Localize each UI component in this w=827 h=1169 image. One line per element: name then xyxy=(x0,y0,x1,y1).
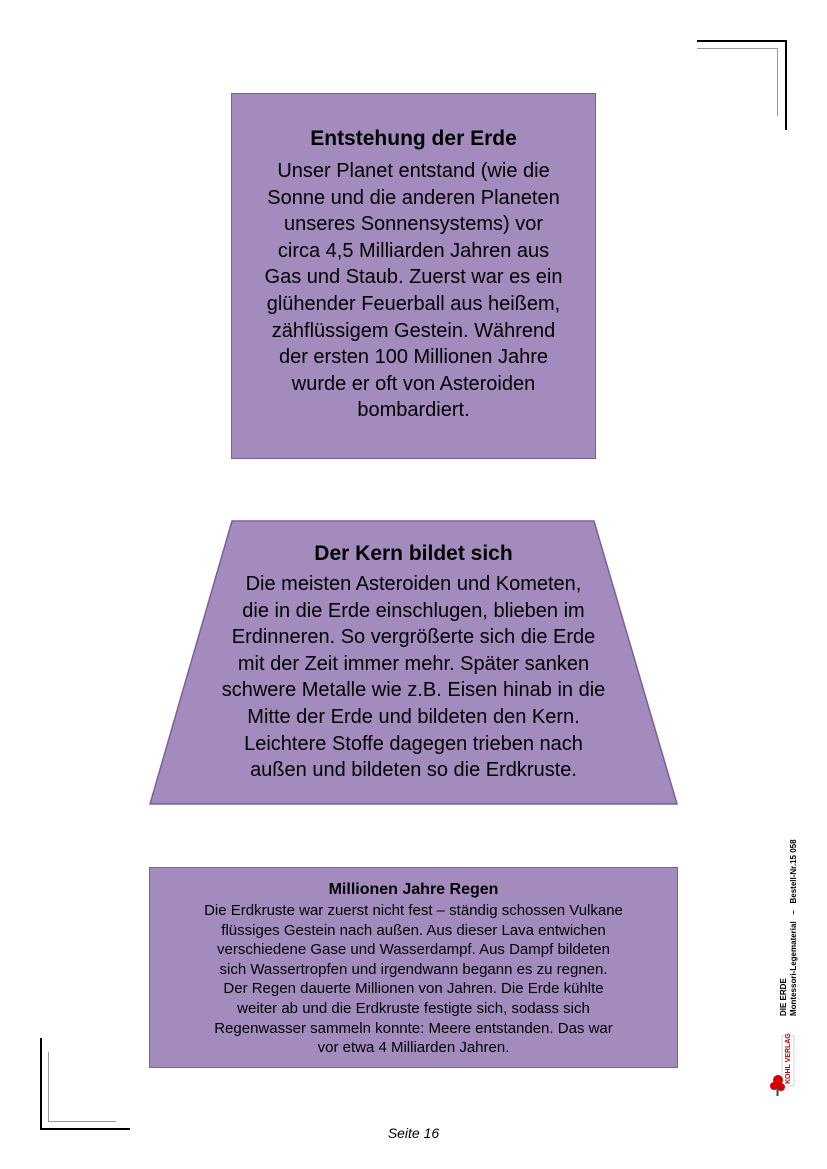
text-line: Mitte der Erde und bildeten den Kern. xyxy=(247,705,580,728)
text-line: sich Wassertropfen und irgendwann begann es zu regnen. xyxy=(219,960,608,978)
corner-mark-top-right-inner-vertical xyxy=(777,48,778,116)
text-line: Die Erdkruste war zuerst nicht fest – ständig schossen Vulkane xyxy=(204,902,623,919)
text-line: mit der Zeit immer mehr. Später sanken xyxy=(237,652,590,675)
text-line: Unser Planet entstand (wie die xyxy=(277,160,550,182)
card-title: Millionen Jahre Regen xyxy=(328,881,499,898)
text-line: flüssiges Gestein nach außen. Aus dieser Lava entwichen xyxy=(221,921,606,939)
text-line: wurde er oft von Asteroiden xyxy=(291,372,536,395)
card-text xyxy=(244,158,583,424)
corner-mark-bottom-left-inner xyxy=(48,1052,49,1122)
text-line: weiter ab und die Erdkruste festigte sich, sodass sich xyxy=(237,999,590,1017)
logo-text: KOHL VERLAG xyxy=(785,1033,792,1084)
text-line: Der Regen dauerte Millionen von Jahren. Die Erde kühlte xyxy=(223,980,604,998)
card-text xyxy=(156,901,671,1058)
card-entstehung-der-erde xyxy=(231,93,596,459)
corner-mark-bottom-left-inner-horizontal xyxy=(48,1121,116,1122)
corner-mark-top-right xyxy=(697,40,787,42)
card-text xyxy=(180,571,647,784)
text-line: glühender Feuerball aus heißem, xyxy=(266,292,561,315)
text-line: Regenwasser sammeln konnte: Meere entstanden. Das war xyxy=(214,1019,613,1037)
text-line: Gas und Staub. Zuerst war es ein xyxy=(264,266,563,289)
text-line: verschiedene Gase und Wasserdampf. Aus Dampf bildeten xyxy=(217,941,610,959)
corner-mark-top-right-vertical xyxy=(785,40,787,130)
sidebar-order-number: Bestell-Nr.15 058 xyxy=(789,839,798,904)
text-line: Leichtere Stoffe dagegen trieben nach xyxy=(244,732,583,755)
card-title: Der Kern bildet sich xyxy=(314,542,513,565)
sidebar-publication-info xyxy=(779,839,799,1016)
card-millionen-jahre-regen xyxy=(149,867,678,1068)
corner-mark-top-right-inner xyxy=(697,48,777,49)
corner-mark-bottom-left xyxy=(40,1038,42,1130)
text-line: Die meisten Asteroiden und Kometen, xyxy=(245,573,582,595)
text-line: Sonne und die anderen Planeten xyxy=(267,186,560,209)
kohl-verlag-logo xyxy=(768,1030,796,1100)
sidebar-title: DIE ERDE xyxy=(779,978,788,1016)
text-line: schwere Metalle wie z.B. Eisen hinab in die xyxy=(221,679,606,702)
text-line: zähflüssigem Gestein. Während xyxy=(271,319,556,342)
text-line: die in die Erde einschlugen, blieben im xyxy=(242,599,585,622)
card-der-kern-bildet-sich xyxy=(180,539,647,799)
page-number: Seite 16 xyxy=(387,1125,440,1141)
card-title: Entstehung der Erde xyxy=(310,127,517,150)
sidebar-subtitle xyxy=(789,839,799,1016)
text-line: Erdinneren. So vergrößerte sich die Erde xyxy=(231,626,596,649)
text-line: außen und bildeten so die Erdkruste. xyxy=(250,759,577,782)
text-line: der ersten 100 Millionen Jahre xyxy=(278,346,549,369)
text-line: unseres Sonnensystems) vor xyxy=(283,213,543,236)
text-line: circa 4,5 Milliarden Jahren aus xyxy=(277,239,550,262)
sidebar-series: Montessori-Legematerial xyxy=(789,921,798,1016)
text-line: bombardiert. xyxy=(357,399,470,422)
text-line: vor etwa 4 Milliarden Jahren. xyxy=(317,1039,510,1057)
sidebar-separator: – xyxy=(789,910,798,915)
